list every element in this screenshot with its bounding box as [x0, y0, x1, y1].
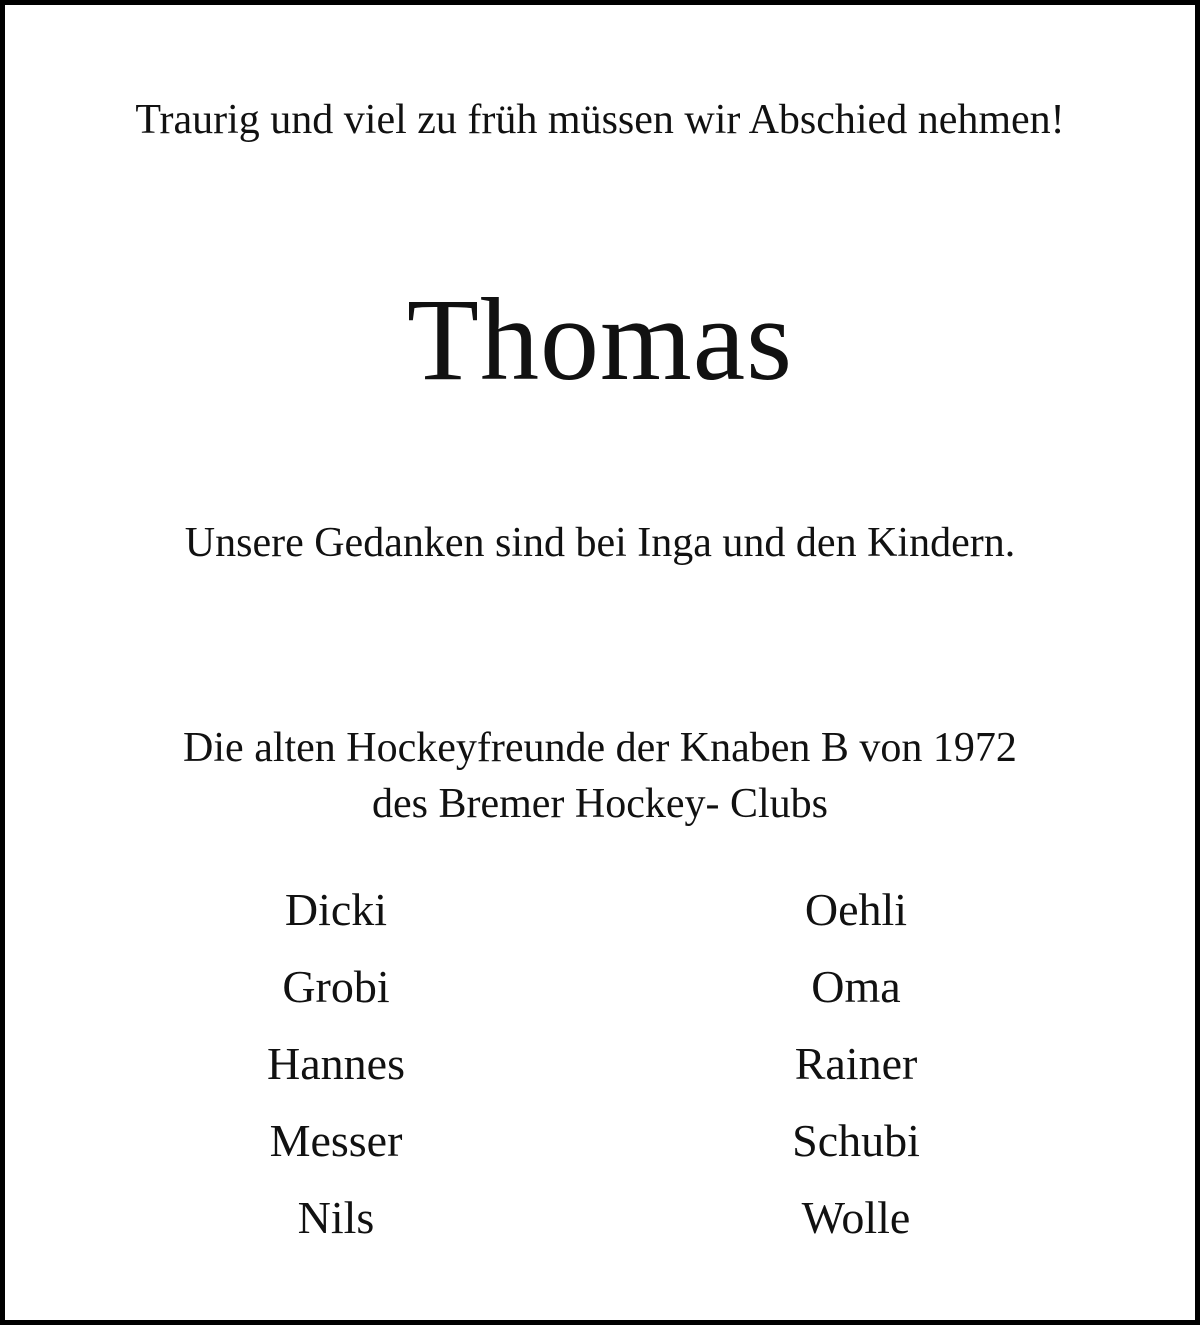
friend-name: Messer: [269, 1115, 403, 1166]
friend-name: Schubi: [792, 1115, 920, 1166]
friend-name: Rainer: [794, 1038, 918, 1089]
friend-name: Grobi: [282, 961, 390, 1012]
friend-name: Wolle: [801, 1192, 911, 1243]
intro-text: Traurig und viel zu früh müssen wir Abschied nehmen!: [135, 97, 1065, 143]
thoughts-text: Unsere Gedanken sind bei Inga und den Kindern.: [184, 520, 1016, 566]
friend-name: Hannes: [267, 1038, 405, 1089]
friend-name: Nils: [297, 1192, 375, 1243]
signoff-line-1: Die alten Hockeyfreunde der Knaben B von 1972: [183, 725, 1017, 771]
names-right-column: [656, 880, 1056, 1265]
deceased-name: Thomas: [406, 274, 794, 405]
signoff-line-2: des Bremer Hockey- Clubs: [371, 781, 829, 827]
names-left-column: [136, 880, 536, 1265]
friend-name: Oehli: [804, 884, 908, 935]
friend-name: Oma: [811, 961, 901, 1012]
friend-name: Dicki: [284, 884, 388, 935]
